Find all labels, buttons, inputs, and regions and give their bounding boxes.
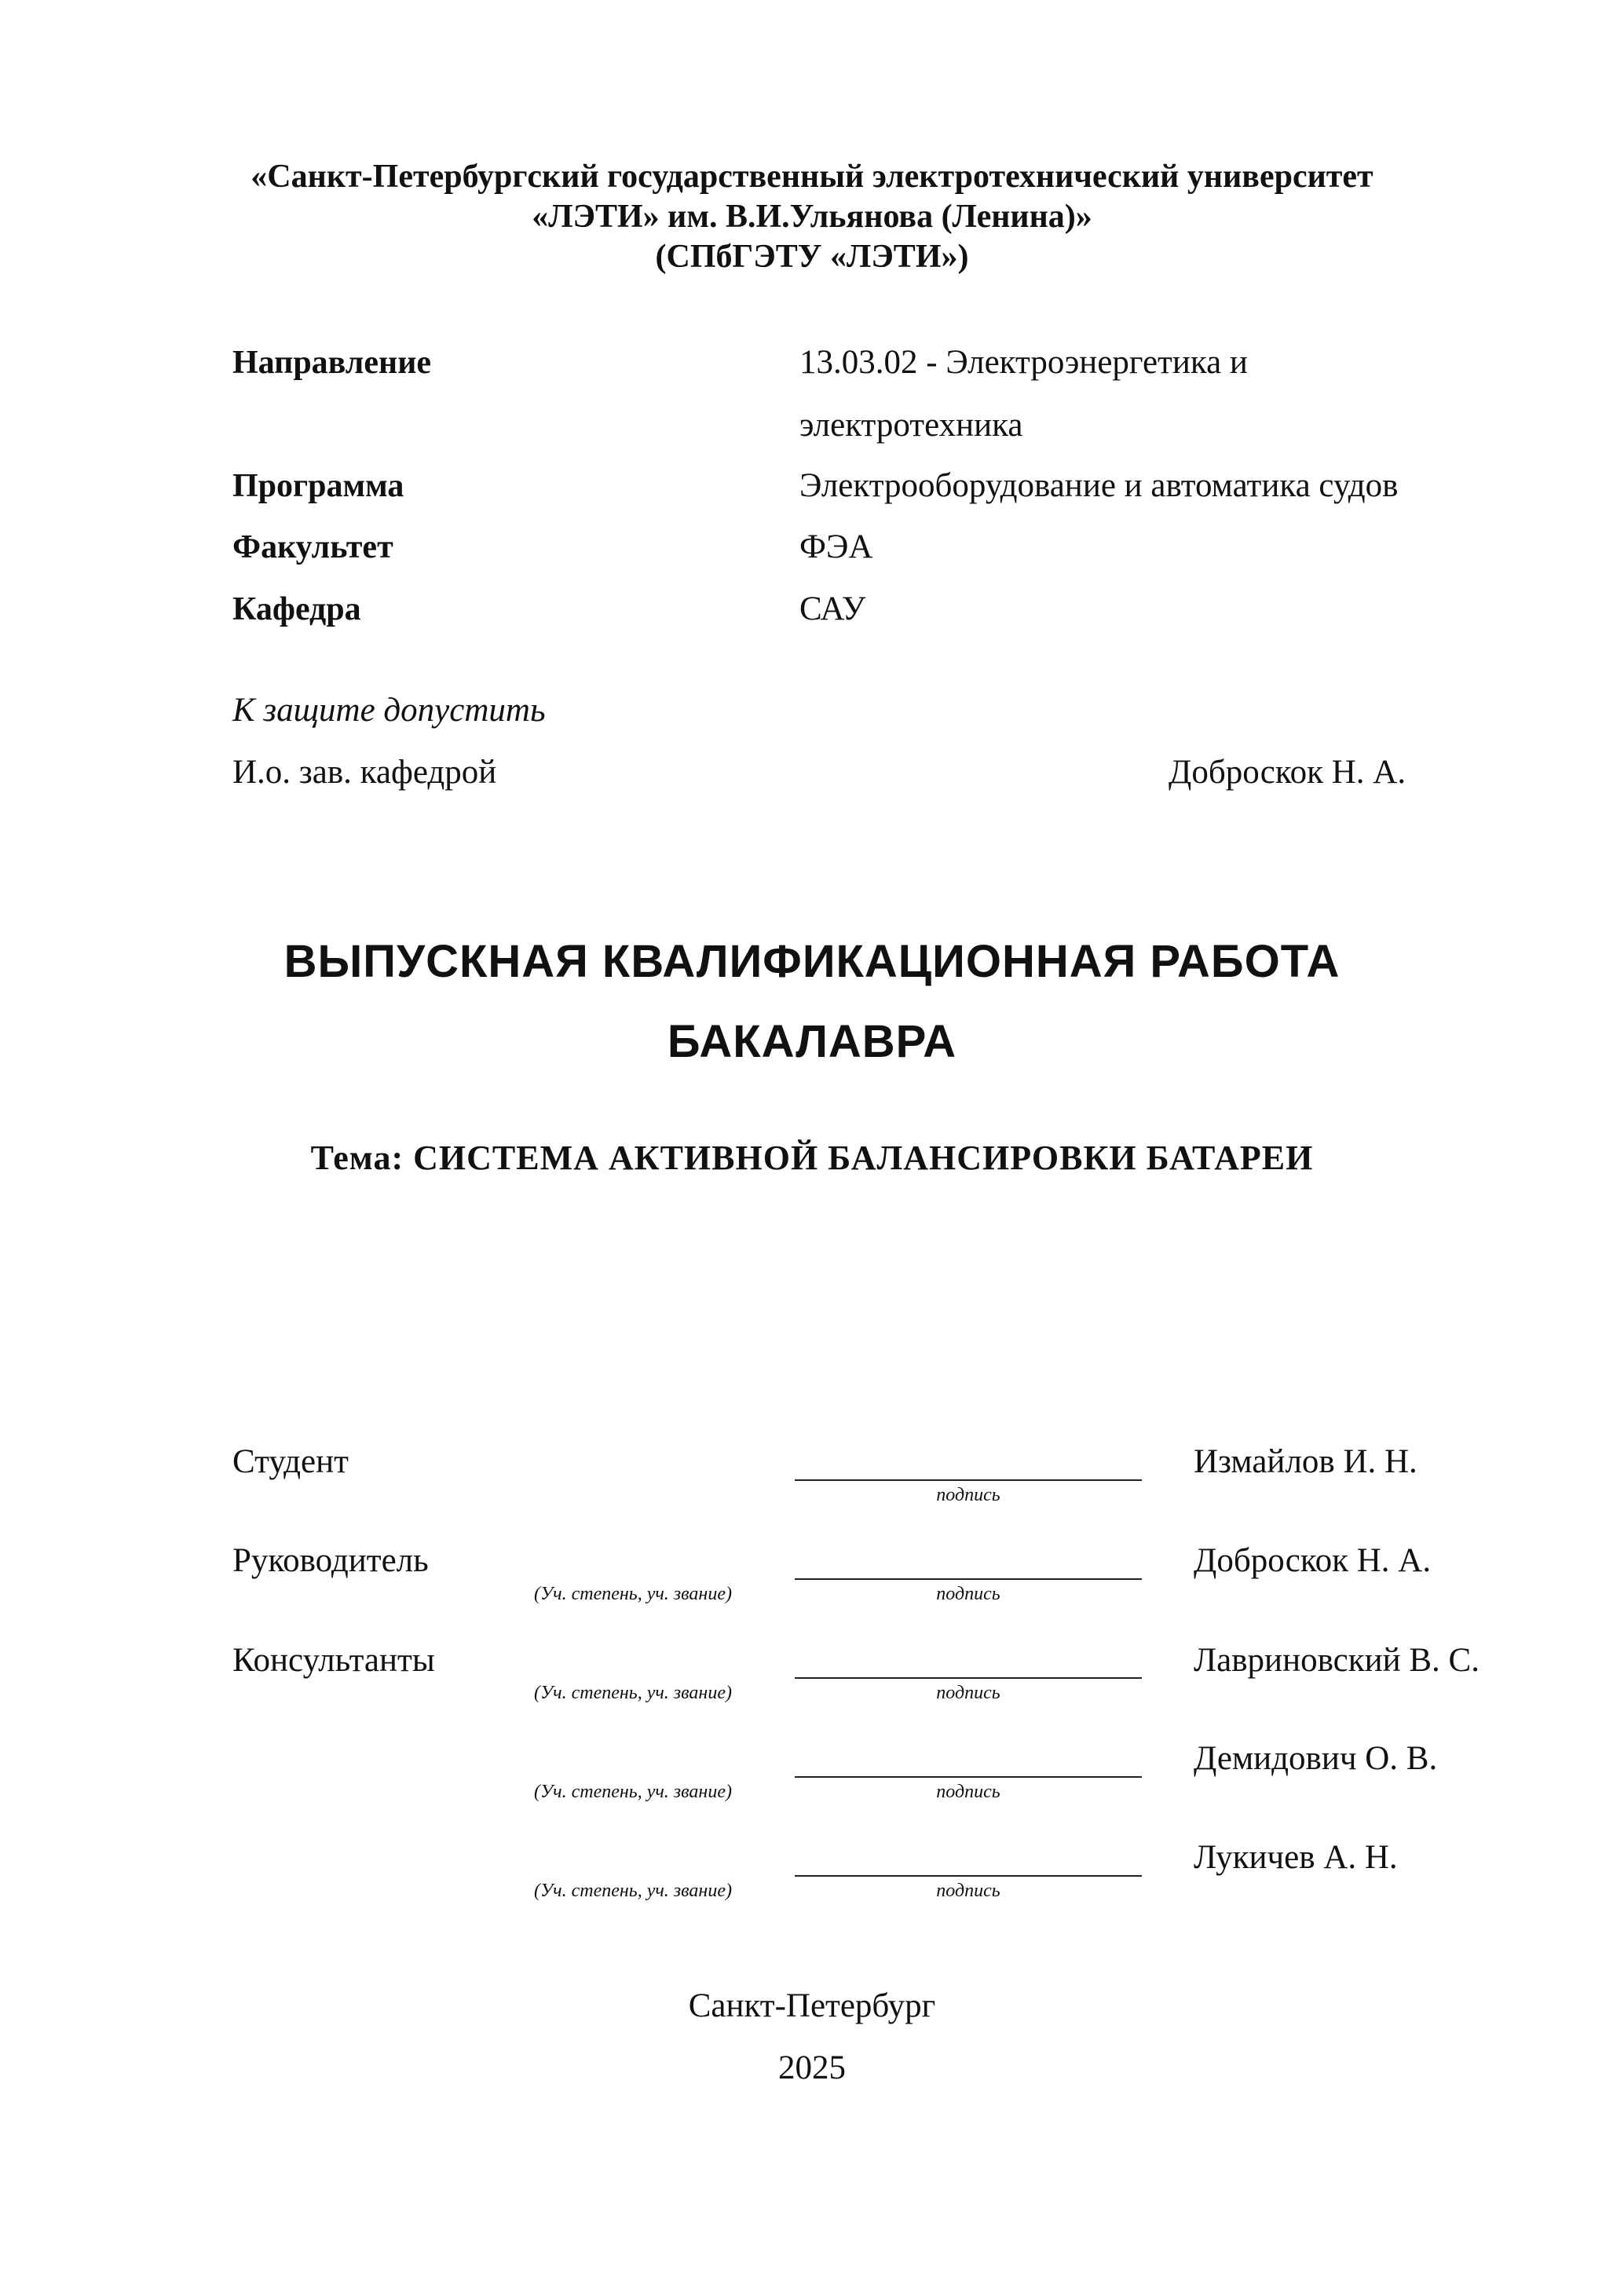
consultant-2-degree-caption: (Уч. степень, уч. звание) [534, 1782, 732, 1802]
university-abbreviation: (СПбГЭТУ «ЛЭТИ») [655, 239, 969, 275]
thesis-topic: Тема: СИСТЕМА АКТИВНОЙ БАЛАНСИРОВКИ БАТАРЕИ [310, 1139, 1314, 1177]
consultant-1-signature-caption: подпись [936, 1683, 1000, 1703]
thesis-title-line-2: БАКАЛАВРА [667, 1016, 957, 1067]
consultant-3-signature-caption: подпись [936, 1881, 1000, 1901]
consultant-2-signature-line [795, 1776, 1142, 1778]
department-label: Кафедра [232, 591, 361, 627]
direction-value-line-2: электротехника [799, 407, 1023, 444]
university-name-line-2: «ЛЭТИ» им. В.И.Ульянова (Ленина)» [532, 199, 1092, 235]
supervisor-name: Доброскок Н. А. [1194, 1542, 1432, 1579]
faculty-label: Факультет [232, 529, 393, 565]
program-value: Электрооборудование и автоматика судов [799, 467, 1399, 504]
student-signature-line [795, 1479, 1142, 1481]
consultant-3-degree-caption: (Уч. степень, уч. звание) [534, 1881, 732, 1901]
department-value: САУ [799, 590, 866, 627]
consultant-3-signature-line [795, 1875, 1142, 1877]
university-name-line-1: «Санкт-Петербургский государственный электротехнический университет [251, 159, 1373, 195]
student-signature-caption: подпись [936, 1485, 1000, 1505]
consultant-1-degree-caption: (Уч. степень, уч. звание) [534, 1683, 732, 1703]
thesis-title-line-1: ВЫПУСКНАЯ КВАЛИФИКАЦИОННАЯ РАБОТА [283, 936, 1341, 987]
city: Санкт-Петербург [688, 1987, 936, 2024]
program-label: Программа [232, 468, 404, 504]
supervisor-role: Руководитель [232, 1542, 429, 1579]
admission-text: К защите допустить [232, 692, 546, 729]
head-of-department-role: И.о. зав. кафедрой [232, 754, 497, 791]
consultant-1-signature-line [795, 1677, 1142, 1679]
student-name: Измайлов И. Н. [1194, 1443, 1417, 1480]
consultants-role: Консультанты [232, 1642, 435, 1679]
supervisor-signature-line [795, 1578, 1142, 1580]
consultant-2-signature-caption: подпись [936, 1782, 1000, 1802]
consultant-1-name: Лавриновский В. С. [1194, 1642, 1480, 1679]
direction-value-line-1: 13.03.02 - Электроэнергетика и [799, 344, 1248, 381]
student-role: Студент [232, 1443, 349, 1480]
direction-label: Направление [232, 345, 432, 381]
head-of-department-name: Доброскок Н. А. [1169, 754, 1406, 791]
faculty-value: ФЭА [799, 528, 873, 565]
consultant-2-name: Демидович О. В. [1194, 1740, 1438, 1777]
supervisor-degree-caption: (Уч. степень, уч. звание) [534, 1584, 732, 1604]
consultant-3-name: Лукичев А. Н. [1194, 1839, 1398, 1876]
year: 2025 [778, 2049, 846, 2086]
supervisor-signature-caption: подпись [936, 1584, 1000, 1604]
